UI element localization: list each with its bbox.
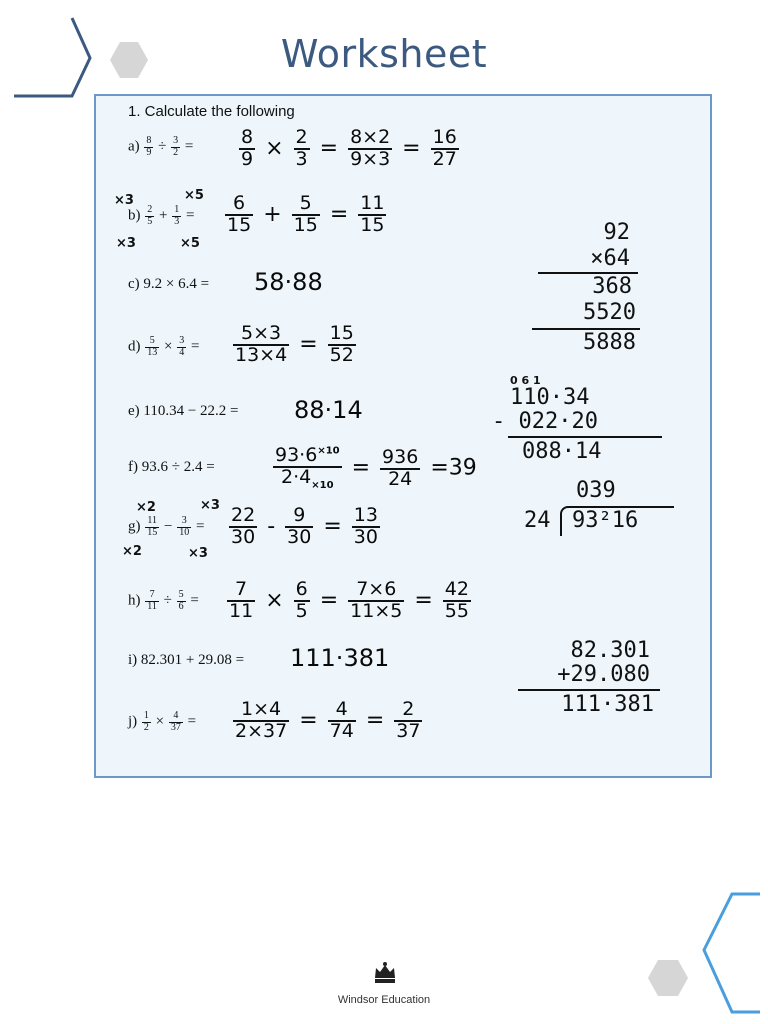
- footer-brand: Windsor Education: [337, 994, 431, 1006]
- question-d: d) $\frac{5}{13}$ × $\frac{3}{4}$ =: [128, 335, 200, 358]
- multiplier-note: ×3: [200, 498, 220, 513]
- multiplier-note: ×2: [122, 544, 142, 559]
- question-j: j) $\frac{1}{2}$ × $\frac{4}{37}$ =: [128, 710, 197, 733]
- crown-icon: [372, 960, 398, 986]
- question-heading: 1. Calculate the following: [128, 103, 295, 120]
- answer-j: $\frac{1\times 4}{2\times 37}$ = $\frac{4}{74}$ = $\frac{2}{37}$: [235, 698, 421, 742]
- question-g: g) $\frac{11}{15}$ − $\frac{3}{10}$ =: [128, 515, 205, 538]
- question-h: h) $\frac{7}{11}$ ÷ $\frac{5}{6}$ =: [128, 589, 199, 612]
- question-a: a) $\frac{8}{9}$ ÷ $\frac{3}{2}$ =: [128, 135, 194, 158]
- multiplier-note: ×2: [136, 500, 156, 515]
- multiplier-note: ×5: [180, 236, 200, 251]
- multiplier-note: ×3: [116, 236, 136, 251]
- page-title: Worksheet: [280, 32, 488, 76]
- answer-e: 88·14: [294, 396, 363, 424]
- working-division: 039 24 93²16: [524, 480, 684, 536]
- multiplier-note: ×5: [184, 188, 204, 203]
- working-addition: 82.301 +29.080 111·381: [514, 640, 664, 716]
- answer-h: $\frac{7}{11}$ × $\frac{6}{5}$ = $\frac{7\times 6}{11\times 5}$ = $\frac{42}{55}$: [229, 578, 469, 622]
- multiplier-note: ×3: [114, 193, 134, 208]
- answer-i: 111·381: [290, 644, 390, 672]
- working-multiplication: 92 ×64 368 5520 5888: [528, 222, 648, 354]
- answer-g: $\frac{22}{30}$ - $\frac{9}{30}$ = $\frac{13}{30}$: [231, 504, 378, 548]
- hexagon-icon: [648, 960, 688, 996]
- answer-c: 58·88: [254, 268, 323, 296]
- answer-f: $\frac{93\cdot 6^{\times 10}}{2\cdot 4_{\times 10}}$ = $\frac{936}{24}$ =39: [275, 444, 477, 491]
- question-e: e) 110.34 − 22.2 =: [128, 403, 239, 419]
- answer-a: $\frac{8}{9}$ × $\frac{2}{3}$ = $\frac{8\times 2}{9\times 3}$ = $\frac{16}{27}$: [241, 126, 457, 170]
- working-subtraction: 0 6 1 110·34 - 022·20 088·14: [492, 374, 672, 463]
- question-c: c) 9.2 × 6.4 =: [128, 276, 210, 292]
- question-f: f) 93.6 ÷ 2.4 =: [128, 459, 215, 475]
- question-i: i) 82.301 + 29.08 =: [128, 652, 245, 668]
- multiplier-note: ×3: [188, 546, 208, 561]
- answer-b: $\frac{6}{15}$ + $\frac{5}{15}$ = $\frac{11}{15}$: [227, 192, 385, 236]
- question-b: b) $\frac{2}{5}$ + $\frac{1}{3}$ =: [128, 204, 195, 227]
- answer-d: $\frac{5\times 3}{13\times 4}$ = $\frac{15}{52}$: [235, 322, 354, 366]
